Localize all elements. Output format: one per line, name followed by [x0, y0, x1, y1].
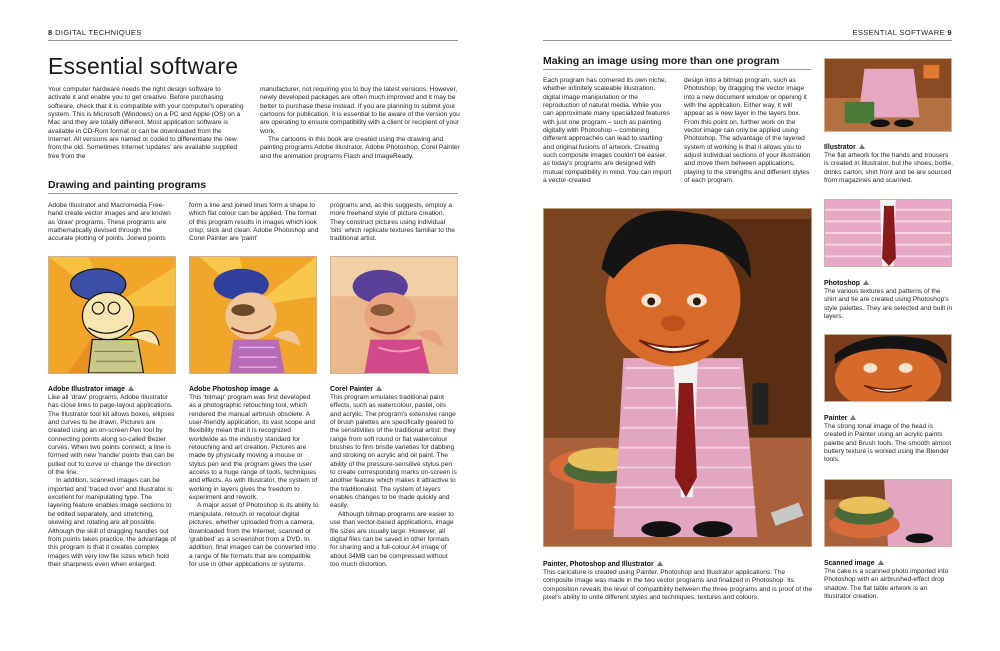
triangle-pointer-icon [878, 560, 884, 565]
painter-detail-image [824, 334, 952, 402]
caption-paragraph: Although bitmap programs are easier to use than vector-based applications, image file sizes are usually large. However, all digital files can be saved in other formats for sharing and a full-colour A4 image of about 34MB can be compressed without too much distortion. [330, 510, 454, 568]
caption-title: Scanned image [824, 560, 875, 567]
left-page-number: 8 [48, 28, 53, 37]
drawing-column-3 [330, 202, 458, 244]
right-folio [852, 28, 952, 37]
scanned-cake-image [824, 479, 952, 547]
triangle-pointer-icon [128, 386, 134, 391]
section-rule [543, 69, 811, 70]
side-caption-illustrator [824, 143, 954, 185]
intro-column-2 [260, 86, 460, 161]
caption-photoshop [189, 385, 319, 569]
triangle-pointer-icon [376, 386, 382, 391]
left-header-rule [48, 40, 458, 41]
caption-paragraph: This 'bitmap' program was first developed as a photographic retouching tool, which rendered the manual airbrush obsolete. A user-friendly application, its vast scope and flexibility mean that it is recognized worldwide as the industry standard for retouching and art creation. Pictures are made by physically moving a mouse or stylus pen and the program gives the user access to a huge range of tools, techniques and effects. As with Illustrator, the system of working in layers gives the freedom to experiment and rework. [189, 394, 318, 502]
section-heading-drawing: Drawing and painting programs [48, 179, 207, 191]
body-paragraph: programs and, as this suggests, employ a more freehand style of picture creation. They construct pictures using individual 'bits' which replicate textures familiar to the traditional artist. [330, 202, 455, 243]
caption-paragraph: Like all 'draw' programs, Adobe Illustrator has close links to page-layout applications. The Illustrator tool kit allows boxes, ellipses and curves to be drawn. Pictures are created using an on-screen Pen tool by connecting points along so-called Bezier curves. When two points connect, a line is formed with new 'handle' points that can be pulled out to curve or change the direction of the line. [48, 394, 175, 477]
caption-title: Illustrator [824, 144, 856, 151]
triangle-pointer-icon [863, 280, 869, 285]
caption-title: Adobe Illustrator image [48, 386, 125, 393]
right-running-head: ESSENTIAL SOFTWARE [852, 28, 945, 37]
left-folio [48, 28, 142, 37]
photoshop-detail-image [824, 199, 952, 267]
section-heading-composite: Making an image using more than one program [543, 55, 780, 67]
left-running-head: DIGITAL TECHNIQUES [55, 28, 142, 37]
intro-paragraph: Your computer hardware needs the right design software to activate it and enable you to get creative. Before purchasing software, check that it is compatible with your computer's operating system. This is Microsoft (Windows) on a PC and Apple (OS) on a Mac and they are totally different. Most application software is available in CD-Rom format or can be downloaded from the Internet. All versions are named or coded to differentiate the new from the old. Sometimes Internet 'updates' are available supplied free from the [48, 86, 244, 160]
caption-paragraph: A major asset of Photoshop is its ability to manipulate, retouch or recolour digital pictures, whether uploaded from a camera, downloaded from the Internet, scanned or 'grabbed' as a screenshot from a DVD. In addition, final images can be converted into a range of file formats that are compatible for use in other applications or systems. [189, 502, 319, 568]
intro-paragraph: The cartoons in this book are created using the drawing and painting programs Adobe Illustrator, Adobe Photoshop, Corel Painter and the animation programs Flash and ImageReady. [260, 136, 460, 160]
caption-title: Painter [824, 415, 848, 422]
caption-paragraph: The flat artwork for the hands and trousers is created in Illustrator, but the shoes, bottle, drinks carton, shirt front and tie are sourced from magazines and scanned. [824, 152, 954, 185]
side-caption-painter [824, 414, 954, 465]
body-paragraph: design into a bitmap program, such as Photoshop, by dragging the vector image into a new document window or opening it with the application. Either way, it will appear as a new layer in the layers box. From this point on, further work on the vector image can only be applied using Photoshop. The advantage of the layered system of working is that it allows you to adjust individual sections of your illustration and move them between applications, playing to the strengths and different styles of each program. [684, 77, 811, 185]
right-header-rule [543, 40, 952, 41]
illustrator-cartoon-image [48, 256, 176, 374]
triangle-pointer-icon [273, 386, 279, 391]
drawing-column-1 [48, 202, 176, 244]
caption-composite [543, 560, 813, 602]
caption-painter [330, 385, 458, 569]
page-title: Essential software [48, 53, 239, 79]
composite-column-2 [684, 77, 814, 185]
caption-paragraph: The strong tonal image of the head is created in Painter using an acrylic paints palette and Brush tools. The smooth almost buttery texture is worked using the Blender tools. [824, 423, 952, 464]
caption-title: Corel Painter [330, 386, 373, 393]
triangle-pointer-icon [859, 144, 865, 149]
section-rule [48, 193, 458, 194]
body-paragraph: Adobe Illustrator and Macromedia Free-hand create vector images and are known as 'draw' programs. These programs are mathematically devised through the accurate plotting of points. Joined points [48, 202, 171, 243]
side-caption-scanned [824, 559, 954, 601]
caption-title: Photoshop [824, 280, 860, 287]
side-caption-photoshop [824, 279, 954, 321]
caption-paragraph: In addition, scanned images can be imported and 'traced over' and Illustrator is excellent for manipulating type. The layering feature enables image sections to be edited separately, and stretching, skewing and rotating are all possible. Although the skill of dragging handles out from points takes practice, the advantage of this program is that it creates complex images with very low file sizes which hold their sharpness even when enlarged. [48, 477, 176, 568]
caricature-main-image [543, 208, 812, 547]
intro-paragraph: manufacturer, not requiring you to buy the latest versions. However, newly developed packages are often much improved and it may be better to purchase these instead. If you are planning to submit your cartoons for publication, it is essential to be aware of the version you are operating to ensure compatibility with a client or recipient of your work. [260, 86, 460, 135]
drawing-column-2 [189, 202, 319, 244]
caption-title: Adobe Photoshop image [189, 386, 271, 393]
caption-paragraph: The various textures and patterns of the shirt and tie are created using Photoshop's style palettes. They are selected and built in layers. [824, 288, 953, 321]
caption-illustrator [48, 385, 176, 569]
illustrator-detail-image [824, 58, 952, 132]
photoshop-cartoon-image [189, 256, 317, 374]
right-page-number: 9 [947, 28, 952, 37]
triangle-pointer-icon [850, 415, 856, 420]
caption-paragraph: This caricature is created using Painter, Photoshop and Illustrator applications. The composite image was made in the two vector programs and finalized in Photoshop. Its composition reveals the level of compatibility between the three programs and is proof of the pixel's ability to unite different styles and techniques, textures and colours. [543, 569, 813, 602]
body-paragraph: Each program has cornered its own niche, whether infinitely scaleable illustration, digital image manipulation or the reproduction of natural media. While you can approximate many specialized features with just one program – such as painting digitally with Photoshop – combining different approaches can lead to startling and original fusions of artwork. Creating such composite images couldn't be easier, as today's programs are designed with mutual compatibility in mind. You can import a vector-created [543, 77, 672, 185]
caption-title: Painter, Photoshop and Illustrator [543, 561, 654, 568]
body-paragraph: form a line and joined lines form a shape to which flat colour can be applied. The format of this program results in images which look crisp, slick and clean. Adobe Photoshop and Corel Painter are 'paint' [189, 202, 319, 243]
caption-paragraph: The cake is a scanned photo imported into Photoshop with an airbrushed-effect drop shadow. The flat table artwork is an Illustrator creation. [824, 568, 949, 601]
triangle-pointer-icon [657, 561, 663, 566]
composite-column-1 [543, 77, 673, 185]
intro-column-1 [48, 86, 244, 161]
painter-cartoon-image [330, 256, 458, 374]
caption-paragraph: This program emulates traditional paint effects, such as watercolour, pastel, oils and acrylic. The program's extensive range of brush palettes are specifically geared to the sensitivities of the traditional artist: they range from soft round or flat watercolour brushes to firm bristle varieties for dabbing and stroking on acrylic and oil paint. The ability of the pressure-sensitive stylus pen to create corresponding marks on-screen is another feature which makes it attractive to the traditionalist. The system of layers enables changes to be made quickly and easily. [330, 394, 457, 510]
